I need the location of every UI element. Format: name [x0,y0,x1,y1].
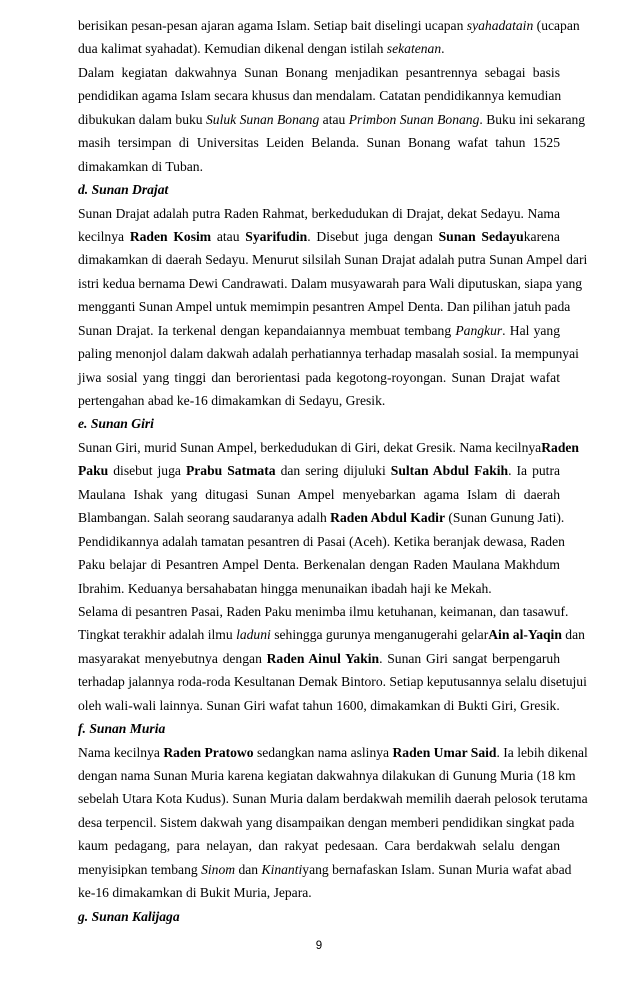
text-line: ke-16 dimakamkan di Bukit Muria, Jepara. [78,885,312,901]
text-line: dua kalimat syahadat). Kemudian dikenal dengan istilah sekatenan. [78,41,445,57]
text-line: Paku belajar di Pesantren Ampel Denta. Berkenalan dengan Raden Maulana Makhdum [78,557,560,573]
section-heading-sunan-kalijaga: g. Sunan Kalijaga [78,908,180,924]
text-line: desa terpencil. Sistem dakwah yang disampaikan dengan memberi pendidikan singkat pada [78,814,575,830]
section-heading-sunan-giri: e. Sunan Giri [78,416,154,432]
text-line: kaum pedagang, para nelayan, dan rakyat pedesaan. Cara berdakwah selalu dengan [78,838,560,854]
text-line: dimakamkan di Tuban. [78,158,203,174]
text-line: dimakamkan di daerah Sedayu. Menurut silsilah Sunan Drajat adalah putra Sunan Ampel dari [78,252,588,268]
text-line: pertengahan abad ke-16 dimakamkan di Sedayu, Gresik. [78,393,386,408]
text-line: Sunan Giri, murid Sunan Ampel, berkedudukan di Giri, dekat Gresik. Nama kecilnyaRaden [78,439,579,455]
text-line: Pendidikannya adalah tamatan pesantren di Pasai (Aceh). Ketika beranjak dewasa, Raden [78,533,565,549]
section-heading-sunan-muria: f. Sunan Muria [78,721,166,737]
text-line: Tingkat terakhir adalah ilmu laduni sehingga gurunya menganugerahi gelarAin al-Yaqin dan [78,627,585,643]
text-line: Ibrahim. Keduanya bersahabatan hingga menunaikan ibadah haji ke Mekah. [78,580,492,596]
text-line: jiwa sosial yang tinggi dan berorientasi pada kegotong-royongan. Sunan Drajat wafat [78,369,560,385]
text-line: Blambangan. Salah seorang saudaranya adalh Raden Abdul Kadir (Sunan Gunung Jati). [78,510,565,526]
text-line: menyisipkan tembang Sinom dan Kinantiyang bernafaskan Islam. Sunan Muria wafat abad [78,861,572,877]
text-line: Sunan Drajat. Ia terkenal dengan kepandaiannya membuat tembang Pangkur. Hal yang [78,322,560,338]
text-line: pendidikan agama Islam secara khusus dan mendalam. Catatan pendidikannya kemudian [78,88,562,104]
text-line: dengan nama Sunan Muria karena kegiatan dakwahnya dilakukan di Gunung Muria (18 km [78,768,576,783]
text-line: berisikan pesan-pesan ajaran agama Islam. Setiap bait diselingi ucapan syahadatain (ucapan [78,18,580,33]
text-line: Dalam kegiatan dakwahnya Sunan Bonang menjadikan pesantrennya sebagai basis [78,64,560,80]
text-line: paling menonjol dalam dakwah adalah perhatiannya terhadap masalah sosial. Ia mempunyai [78,346,579,362]
text-line: istri kedua bernama Dewi Candrawati. Dalam musyawarah para Wali diputuskan, siapa yang [78,275,583,291]
text-line: masih tersimpan di Universitas Leiden Belanda. Sunan Bonang wafat tahun 1525 [78,135,560,151]
text-line: terhadap jalannya roda-roda Kesultanan Demak Bintoro. Setiap keputusannya selalu disetujui [78,674,587,690]
text-line: Nama kecilnya Raden Pratowo sedangkan nama aslinya Raden Umar Said. Ia lebih dikenal [78,744,588,760]
text-line: Sunan Drajat adalah putra Raden Rahmat, berkedudukan di Drajat, dekat Sedayu. Nama [78,205,560,221]
section-heading-sunan-drajat: d. Sunan Drajat [78,182,169,198]
text-line: masyarakat menyebutnya dengan Raden Ainul Yakin. Sunan Giri sangat berpengaruh [78,650,561,666]
text-line: mengganti Sunan Ampel untuk memimpin pesantren Ampel Denta. Dan pilihan jatuh pada [78,299,571,315]
text-line: Maulana Ishak yang ditugasi Sunan Ampel menyebarkan agama Islam di daerah [78,486,560,502]
text-line: oleh wali-wali lainnya. Sunan Giri wafat tahun 1600, dimakamkan di Bukti Giri, Gresik. [78,697,560,713]
text-line: dibukukan dalam buku Suluk Sunan Bonang atau Primbon Sunan Bonang. Buku ini sekarang [78,111,586,127]
text-line: kecilnya Raden Kosim atau Syarifudin. Disebut juga dengan Sunan Sedayukarena [78,228,560,244]
text-line: Selama di pesantren Pasai, Raden Paku menimba ilmu ketuhanan, keimanan, dan tasawuf. [78,603,569,619]
text-line: Paku disebut juga Prabu Satmata dan sering dijuluki Sultan Abdul Fakih. Ia putra [78,463,561,479]
text-line: sebelah Utara Kota Kudus). Sunan Muria dalam berdakwah memilih daerah pelosok terutama [78,791,588,807]
page-number: 9 [315,940,323,952]
